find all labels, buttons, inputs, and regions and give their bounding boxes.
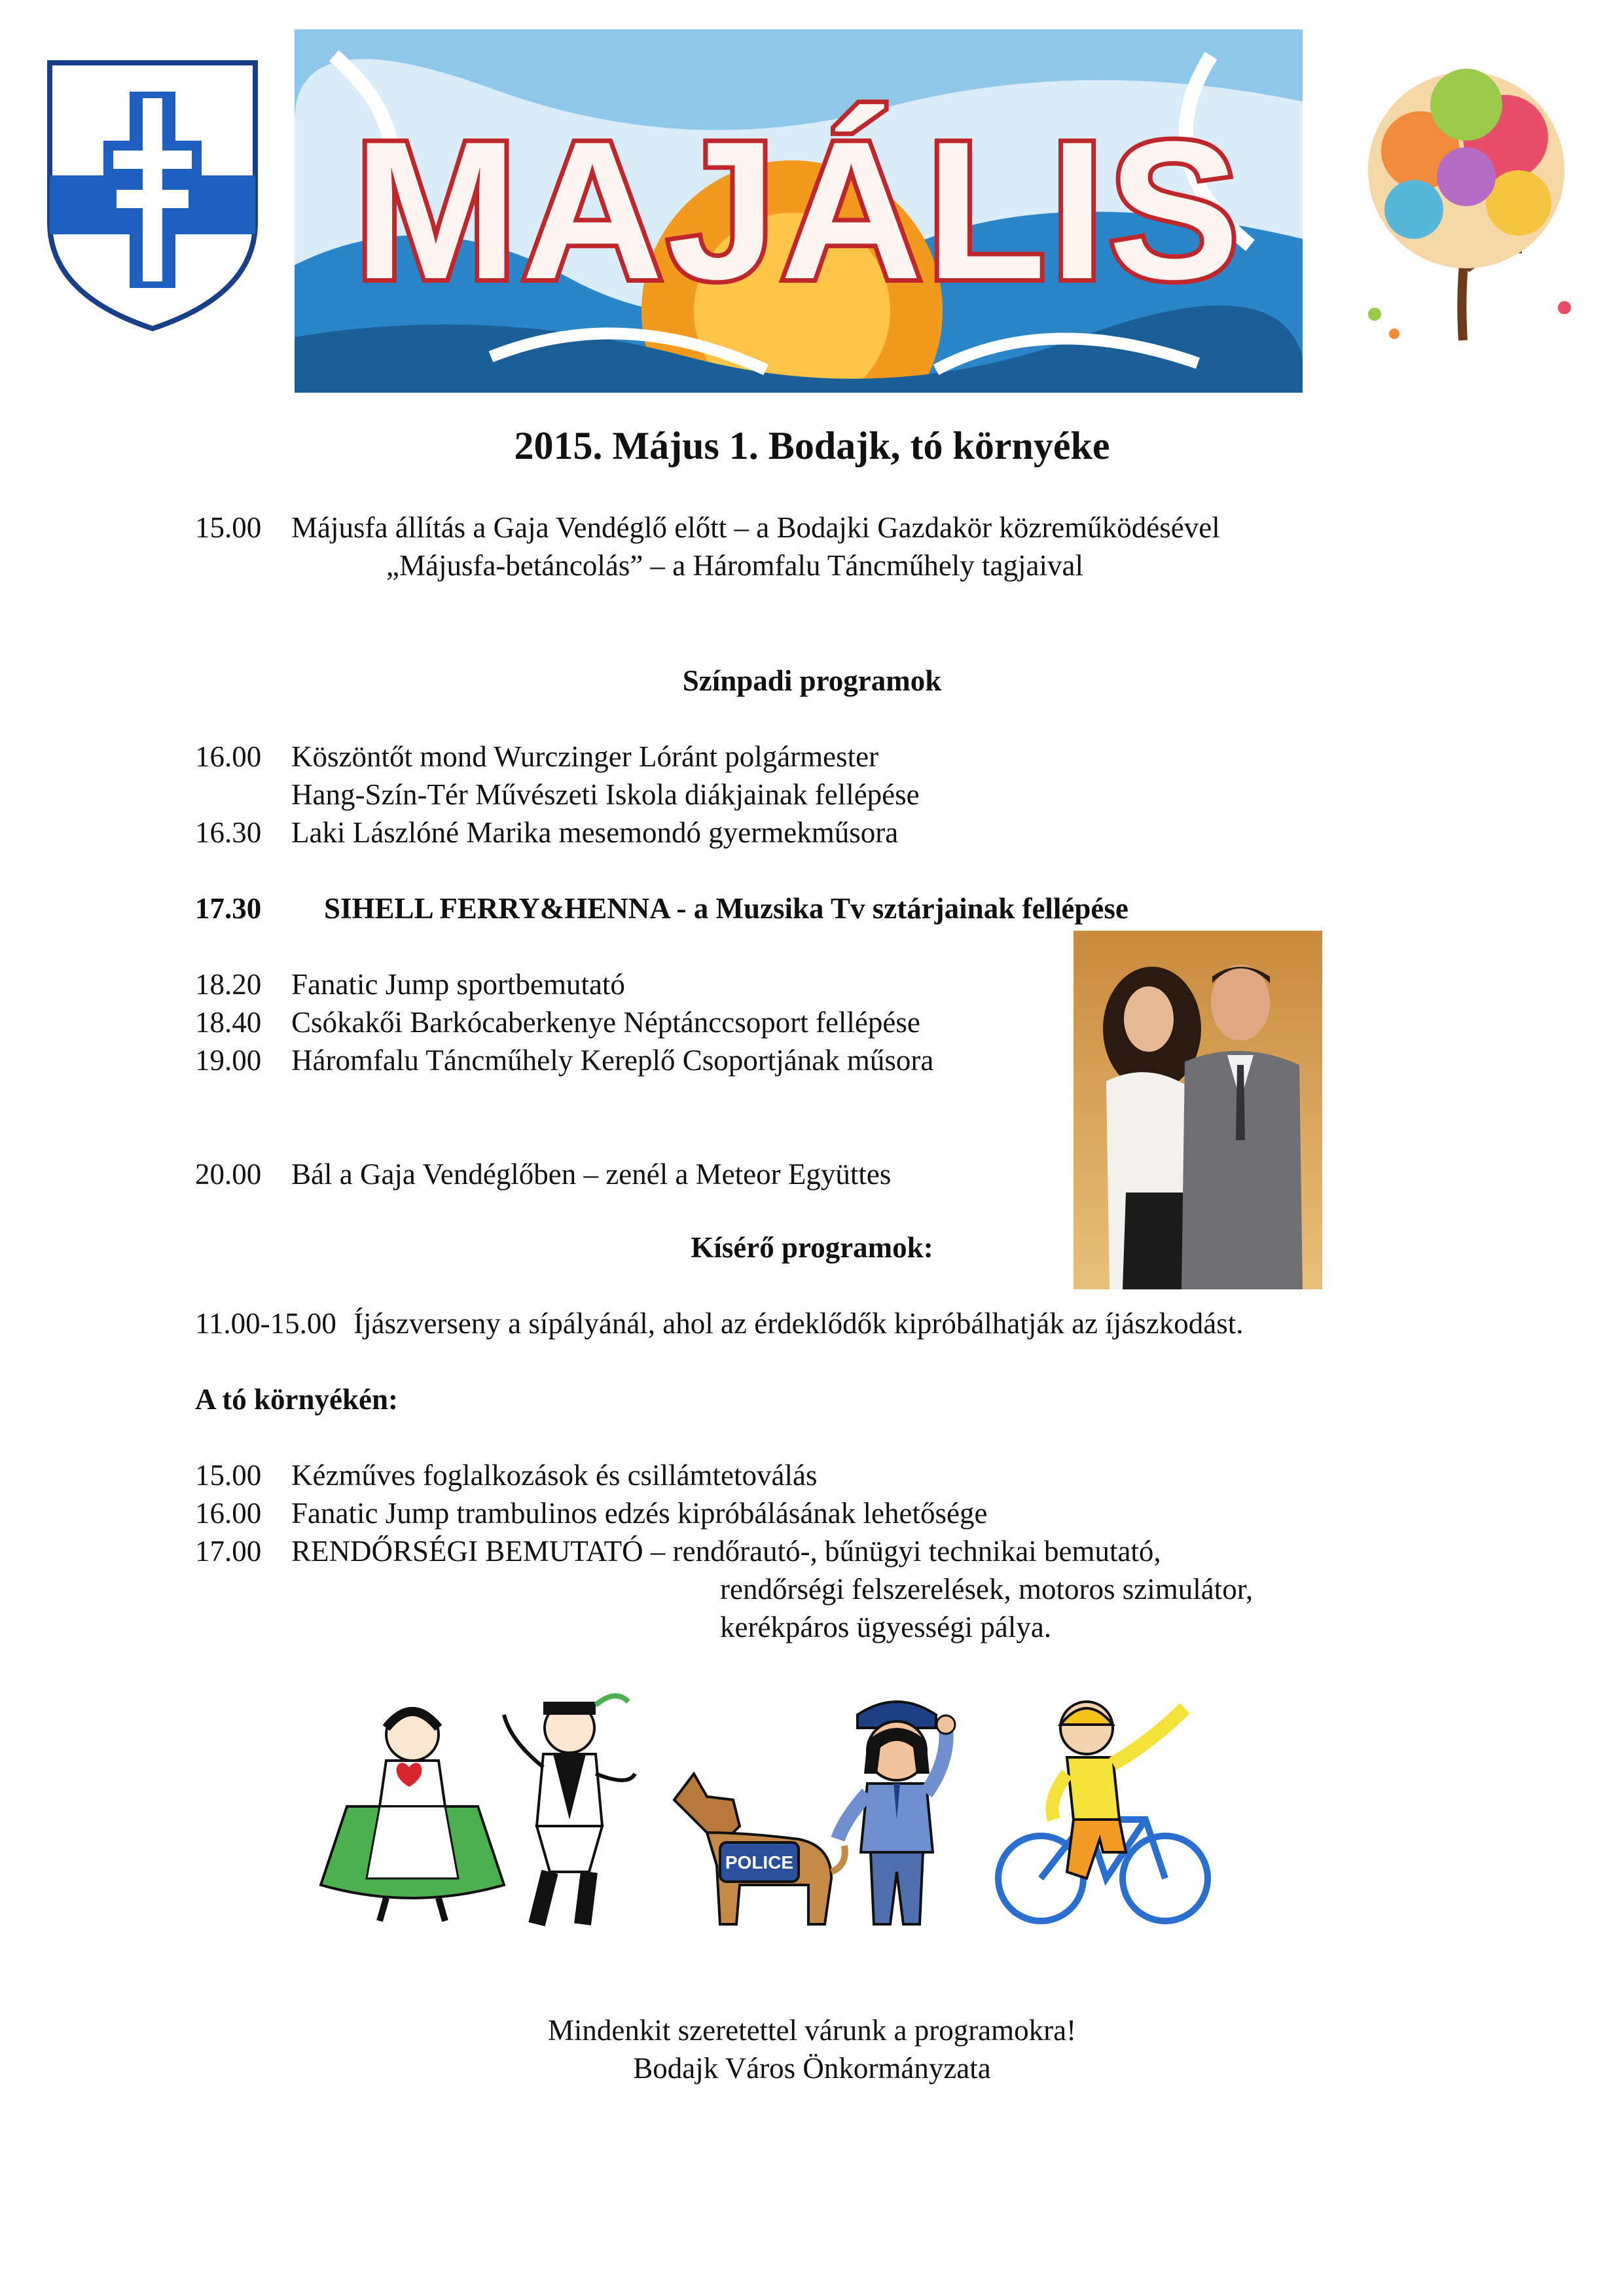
opening-time-1: 15.00	[195, 511, 262, 544]
stage2-text-2: Csókakői Barkócaberkenye Néptánccsoport fellépése	[291, 1006, 920, 1039]
stage2-time-1: 18.20	[195, 968, 262, 1001]
archery-text: Íjászverseny a sípályánál, ahol az érdeklődők kipróbálhatják az íjászkodást.	[353, 1307, 1244, 1340]
majalis-banner	[295, 29, 1303, 393]
police-badge-label: POLICE	[725, 1852, 794, 1873]
police-dog-icon	[655, 1761, 851, 1937]
stage2-text-3: Háromfalu Táncműhely Kereplő Csoportjának műsora	[291, 1044, 934, 1077]
lake-continuation-2: kerékpáros ügyességi pálya.	[720, 1611, 1052, 1643]
highlight-text: SIHELL FERRY&HENNA - a Muzsika Tv sztárjainak fellépése	[324, 892, 1128, 925]
archery-time: 11.00-15.00	[195, 1307, 336, 1340]
policewoman-icon	[825, 1689, 969, 1937]
tree-icon	[1335, 52, 1597, 353]
ball-text: Bál a Gaja Vendéglőben – zenél a Meteor Együttes	[291, 1158, 892, 1191]
footer-invite: Mindenkit szeretettel várunk a programokra!	[547, 2014, 1077, 2047]
stage-heading: Színpadi programok	[682, 664, 942, 697]
stage-time-3: 16.30	[195, 816, 262, 849]
stage-time-1: 16.00	[195, 740, 262, 773]
coat-of-arms-icon	[45, 59, 261, 334]
folk-dancers-icon	[308, 1689, 648, 1937]
lake-heading: A tó környékén:	[195, 1383, 399, 1416]
page-title: 2015. Május 1. Bodajk, tó környéke	[514, 424, 1110, 467]
lake-time-1: 15.00	[195, 1459, 262, 1492]
footer-signature: Bodajk Város Önkormányzata	[633, 2052, 991, 2085]
lake-text-3: RENDŐRSÉGI BEMUTATÓ – rendőrautó-, bűnügyi technikai bemutató,	[291, 1535, 1161, 1568]
ball-time: 20.00	[195, 1158, 262, 1191]
opening-text-2: „Májusfa-betáncolás” – a Háromfalu Táncműhely tagjaival	[386, 549, 1083, 582]
lake-text-1: Kézműves foglalkozások és csillámtetoválás	[291, 1459, 818, 1492]
lake-text-2: Fanatic Jump trambulinos edzés kipróbálásának lehetősége	[291, 1497, 988, 1530]
stage2-time-2: 18.40	[195, 1006, 262, 1039]
banner-title: MAJÁLIS	[353, 100, 1244, 320]
side-heading: Kísérő programok:	[691, 1231, 933, 1264]
opening-text-1: Májusfa állítás a Gaja Vendéglő előtt – a Bodajki Gazdakör közreműködésével	[291, 511, 1220, 544]
lake-time-3: 17.00	[195, 1535, 262, 1568]
lake-time-2: 16.00	[195, 1497, 262, 1530]
stage2-time-3: 19.00	[195, 1044, 262, 1077]
stage2-text-1: Fanatic Jump sportbemutató	[291, 968, 625, 1001]
lake-continuation-1: rendőrségi felszerelések, motoros szimulátor,	[720, 1573, 1254, 1605]
child-bicycle-icon	[988, 1689, 1224, 1937]
highlight-time: 17.30	[195, 892, 262, 925]
stage-text-2: Hang-Szín-Tér Művészeti Iskola diákjainak fellépése	[291, 778, 920, 811]
stage-text-1: Köszöntőt mond Wurczinger Lóránt polgármester	[291, 740, 879, 773]
stage-text-3: Laki Lászlóné Marika mesemondó gyermekműsora	[291, 816, 899, 849]
